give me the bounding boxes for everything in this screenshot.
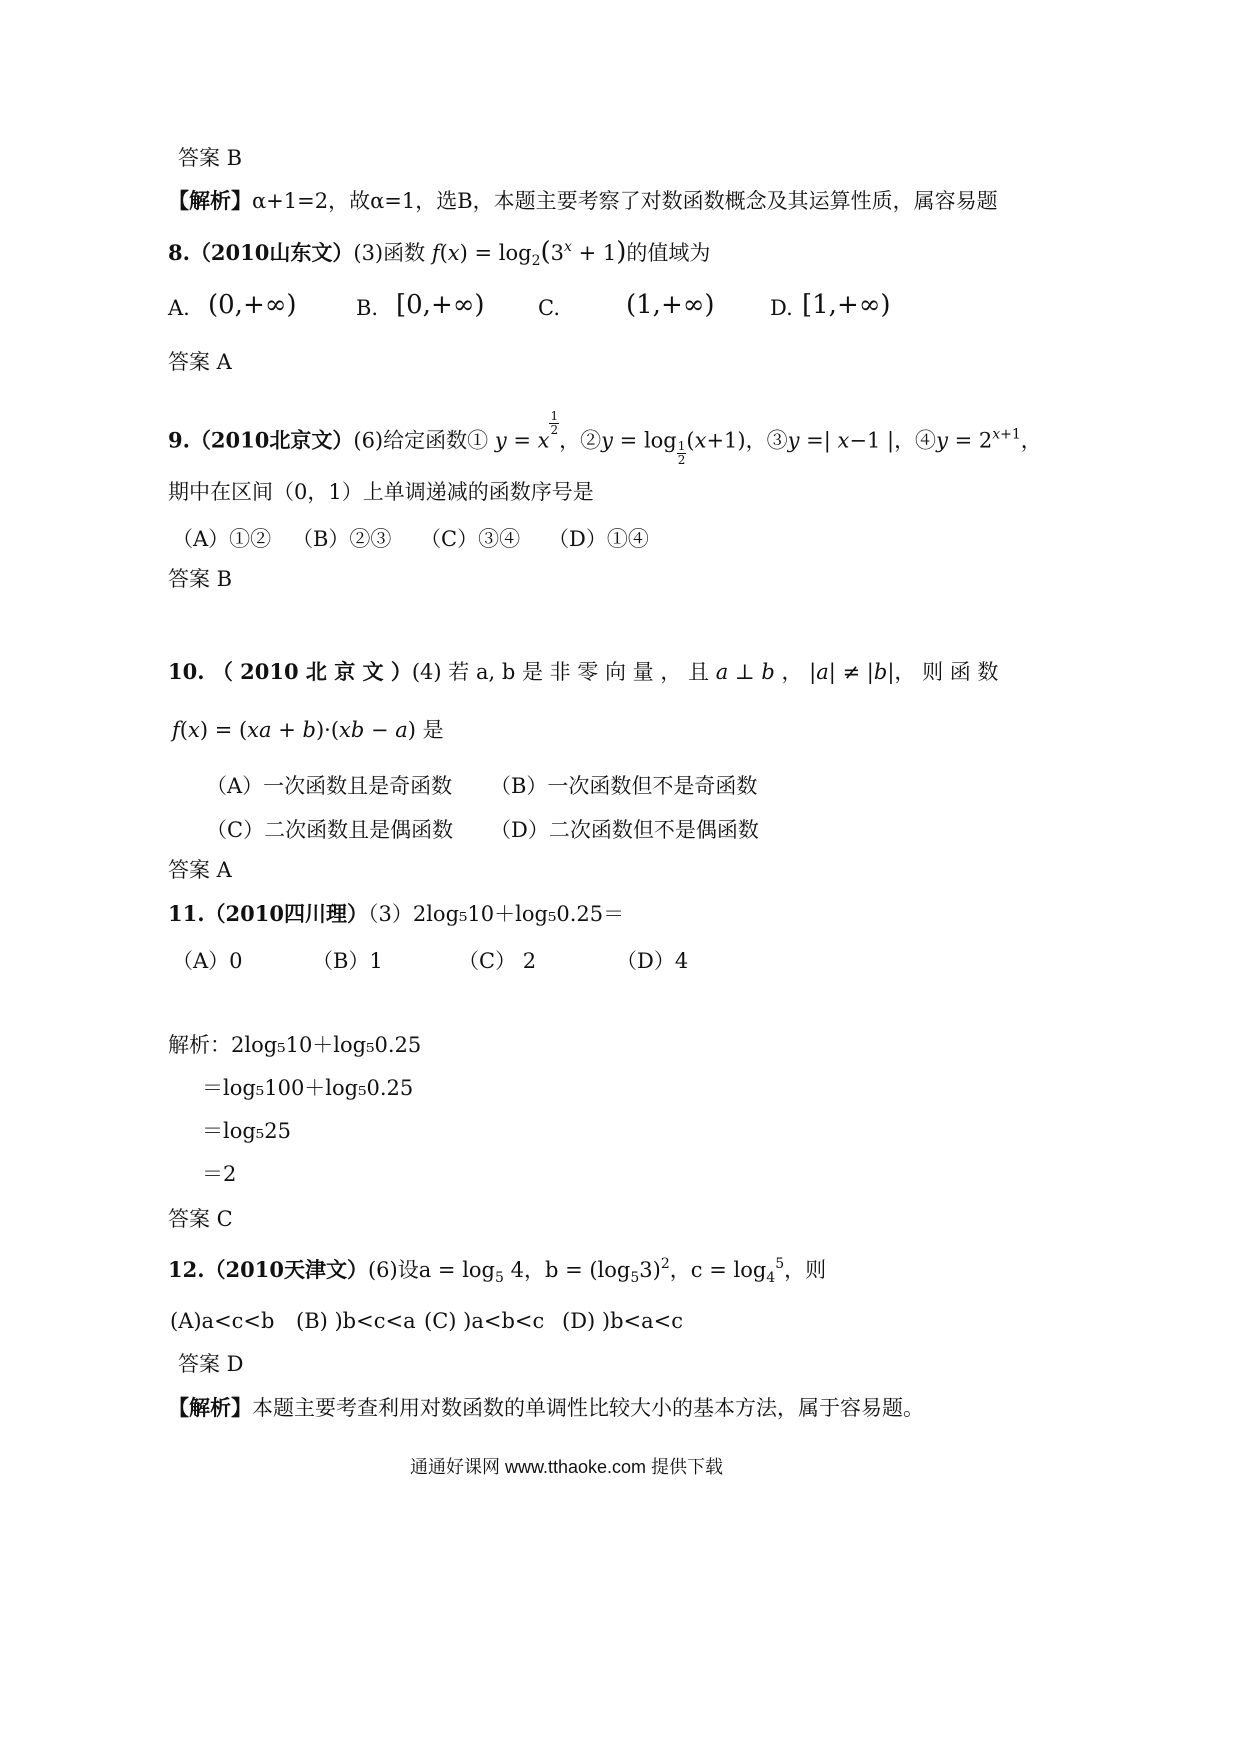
- option-label: B.: [356, 296, 379, 320]
- analysis-label: 【解析】: [168, 188, 252, 213]
- option: （B）1: [312, 949, 383, 973]
- option: (B) )b<c<a: [296, 1309, 416, 1333]
- question-9: 9.（2010北京文）(6)给定函数① y = x $\frac{1}{2}$ ，②y = log $\frac{1}{2}$ (x+1)，③y =| x−1 |，④y = $2^{x+1}$，: [168, 409, 1042, 467]
- answer-9: 答案 B: [168, 567, 233, 591]
- option-value: (0,+∞): [208, 290, 297, 320]
- option: （A）①②: [172, 527, 272, 551]
- option: （C）③④: [420, 527, 521, 551]
- option-label: C.: [538, 296, 560, 320]
- question-12: 12.（2010天津文）(6)设$a = \log_5 4$，$b = (\log_53)^2$，$c = \log_4^5$，则: [168, 1256, 827, 1286]
- analysis-7: [168, 189, 998, 213]
- solution-line: ＝log₅25: [202, 1119, 291, 1143]
- solution-line: ＝log₅100＋log₅0.25: [202, 1076, 414, 1100]
- option-label: A.: [168, 296, 190, 320]
- option: （B）②③: [292, 527, 392, 551]
- option: （C） 2: [458, 949, 537, 973]
- question-text: (4) 若 a, b 是 非 零 向 量 ， 且: [411, 660, 709, 684]
- question-11: [168, 902, 624, 926]
- option: (C) )a<b<c: [424, 1309, 545, 1333]
- question-10: 10. （ 2010 北 京 文 ）(4) 若 a, b 是 非 零 向 量 ， 且 a ⊥ b ， |a| ≠ |b|， 则 函 数: [168, 659, 999, 684]
- option-value: [0,+∞): [396, 290, 485, 320]
- option-value: [1,+∞): [802, 290, 891, 320]
- option: （A）一次函数且是奇函数: [206, 774, 453, 798]
- question-text: (6)给定函数①: [353, 428, 489, 453]
- question-8: 8.（2010山东文）(3)函数 $f(x) = \log_2(3^x + 1)$的值域为: [168, 237, 711, 269]
- option: (A)a<c<b: [170, 1309, 275, 1333]
- question-source: 12.（2010天津文）: [168, 1257, 368, 1282]
- question-9-line2: 期中在区间（0，1）上单调递减的函数序号是: [168, 480, 594, 504]
- question-source: 10. （ 2010 北 京 文 ）: [168, 659, 412, 684]
- analysis-text: α+1=2，故α=1，选B，本题主要考察了对数函数概念及其运算性质，属容易题: [252, 189, 998, 213]
- analysis-12: [168, 1396, 924, 1420]
- answer-12: 答案 D: [178, 1352, 244, 1376]
- question-10-line2: f(x) = (xa + b)·(xb − a) 是: [172, 718, 444, 742]
- question-text: (3)函数: [353, 241, 426, 265]
- question-text-end: 的值域为: [626, 241, 711, 265]
- question-text: （3）2log₅10＋log₅0.25＝: [367, 902, 625, 926]
- option-label: D.: [770, 296, 793, 320]
- solution-line: 解析：2log₅10＋log₅0.25: [168, 1033, 422, 1057]
- option: （D）①④: [548, 527, 649, 551]
- question-source: 11.（2010四川理）: [168, 901, 368, 926]
- analysis-label: 【解析】: [168, 1395, 252, 1420]
- question-source: 8.（2010山东文）: [168, 240, 354, 265]
- page-footer: 通通好课网 www.tthaoke.com 提供下载: [410, 1457, 724, 1477]
- question-source: 9.（2010北京文）: [168, 427, 354, 453]
- answer-7: 答案 B: [178, 146, 243, 170]
- option: (D) )b<a<c: [562, 1309, 684, 1333]
- option-value: (1,+∞): [626, 290, 715, 320]
- option: （A）0: [172, 949, 243, 973]
- answer-11: 答案 C: [168, 1207, 233, 1231]
- analysis-text: 本题主要考查利用对数函数的单调性比较大小的基本方法，属于容易题。: [252, 1396, 924, 1420]
- option: （B）一次函数但不是奇函数: [490, 774, 758, 798]
- answer-10: 答案 A: [168, 858, 232, 882]
- option: （C）二次函数且是偶函数: [206, 818, 454, 842]
- option: （D）二次函数但不是偶函数: [490, 818, 759, 842]
- solution-line: ＝2: [202, 1162, 237, 1186]
- answer-8: 答案 A: [168, 350, 232, 374]
- question-text: (6)设: [367, 1258, 419, 1282]
- option: （D）4: [616, 949, 689, 973]
- formula: f: [431, 241, 440, 265]
